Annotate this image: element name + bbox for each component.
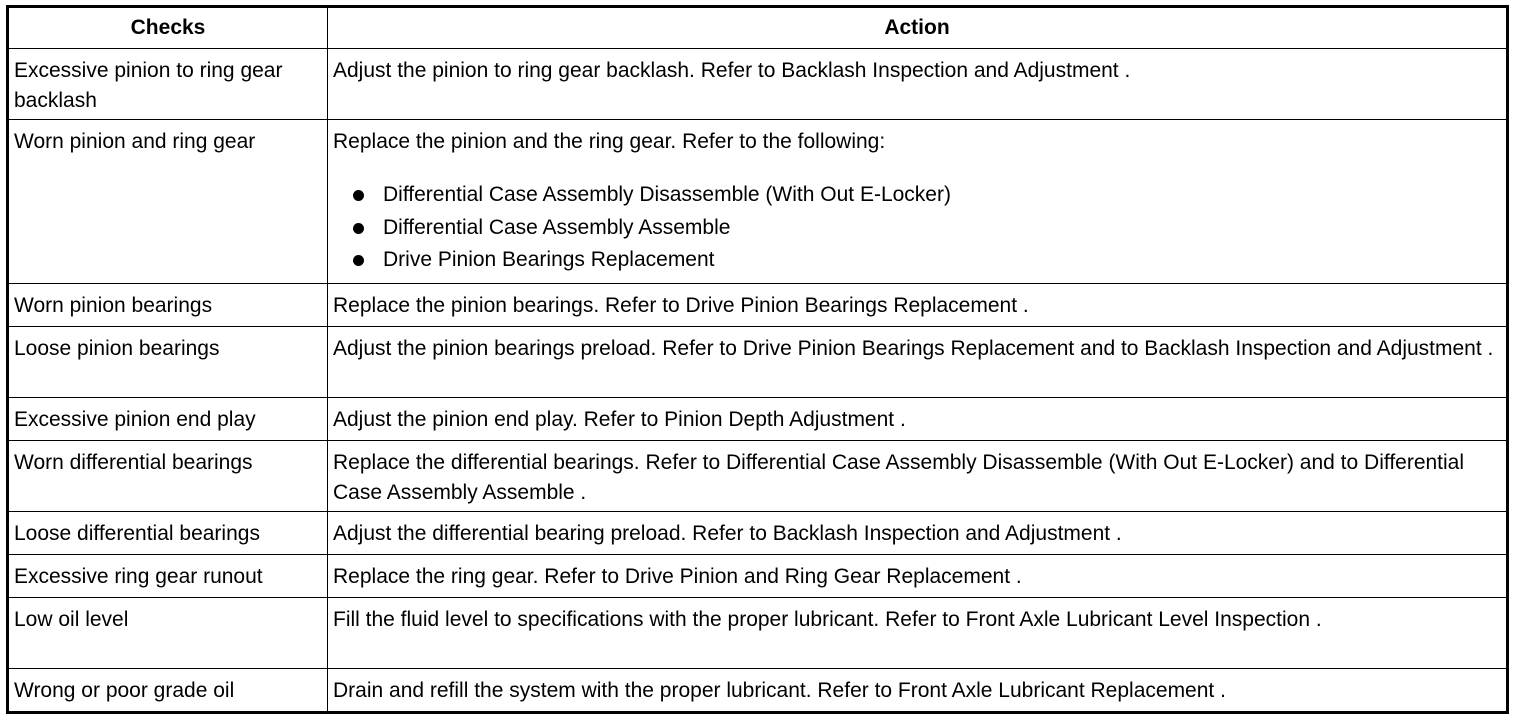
reference-list	[333, 179, 1501, 277]
action-cell: Adjust the differential bearing preload. Refer to Backlash Inspection and Adjustment .	[328, 512, 1508, 555]
diagnostic-table	[6, 5, 1509, 714]
check-cell: Low oil level	[8, 598, 328, 669]
list-item-text: Differential Case Assembly Disassemble (With Out E-Locker)	[383, 183, 951, 206]
check-cell: Excessive pinion to ring gear backlash	[8, 49, 328, 120]
list-item	[333, 244, 1501, 277]
check-cell: Wrong or poor grade oil	[8, 669, 328, 713]
table-row	[8, 669, 1508, 713]
action-cell: Adjust the pinion to ring gear backlash. Refer to Backlash Inspection and Adjustment .	[328, 49, 1508, 120]
bullet-icon	[353, 255, 364, 266]
action-text: Replace the pinion and the ring gear. Refer to the following:	[333, 130, 886, 153]
check-cell: Loose differential bearings	[8, 512, 328, 555]
check-cell: Worn pinion bearings	[8, 284, 328, 327]
bullet-icon	[353, 190, 364, 201]
table-row	[8, 284, 1508, 327]
list-item-text: Drive Pinion Bearings Replacement	[383, 248, 715, 271]
table-row	[8, 512, 1508, 555]
table-row	[8, 398, 1508, 441]
header-checks: Checks	[8, 7, 328, 49]
check-cell: Excessive pinion end play	[8, 398, 328, 441]
check-cell: Worn differential bearings	[8, 441, 328, 512]
list-item	[333, 212, 1501, 245]
check-cell: Excessive ring gear runout	[8, 555, 328, 598]
check-cell: Loose pinion bearings	[8, 327, 328, 398]
list-item	[333, 179, 1501, 212]
table-row	[8, 49, 1508, 120]
action-cell: Drain and refill the system with the proper lubricant. Refer to Front Axle Lubricant Replacement .	[328, 669, 1508, 713]
action-cell	[328, 120, 1508, 284]
table-row	[8, 327, 1508, 398]
bullet-icon	[353, 223, 364, 234]
action-cell: Replace the differential bearings. Refer to Differential Case Assembly Disassemble (With Out E-Locker) and to Differential Case Assembly Assemble .	[328, 441, 1508, 512]
action-cell: Adjust the pinion bearings preload. Refer to Drive Pinion Bearings Replacement and to Backlash Inspection and Adjustment .	[328, 327, 1508, 398]
table-row	[8, 598, 1508, 669]
action-cell: Adjust the pinion end play. Refer to Pinion Depth Adjustment .	[328, 398, 1508, 441]
header-row	[8, 7, 1508, 49]
action-cell: Replace the pinion bearings. Refer to Drive Pinion Bearings Replacement .	[328, 284, 1508, 327]
header-action: Action	[328, 7, 1508, 49]
action-cell: Replace the ring gear. Refer to Drive Pinion and Ring Gear Replacement .	[328, 555, 1508, 598]
table-row	[8, 555, 1508, 598]
table-row	[8, 120, 1508, 284]
list-item-text: Differential Case Assembly Assemble	[383, 215, 731, 239]
action-cell: Fill the fluid level to specifications with the proper lubricant. Refer to Front Axle Lubricant Level Inspection .	[328, 598, 1508, 669]
check-cell: Worn pinion and ring gear	[8, 120, 328, 284]
table-row	[8, 441, 1508, 512]
